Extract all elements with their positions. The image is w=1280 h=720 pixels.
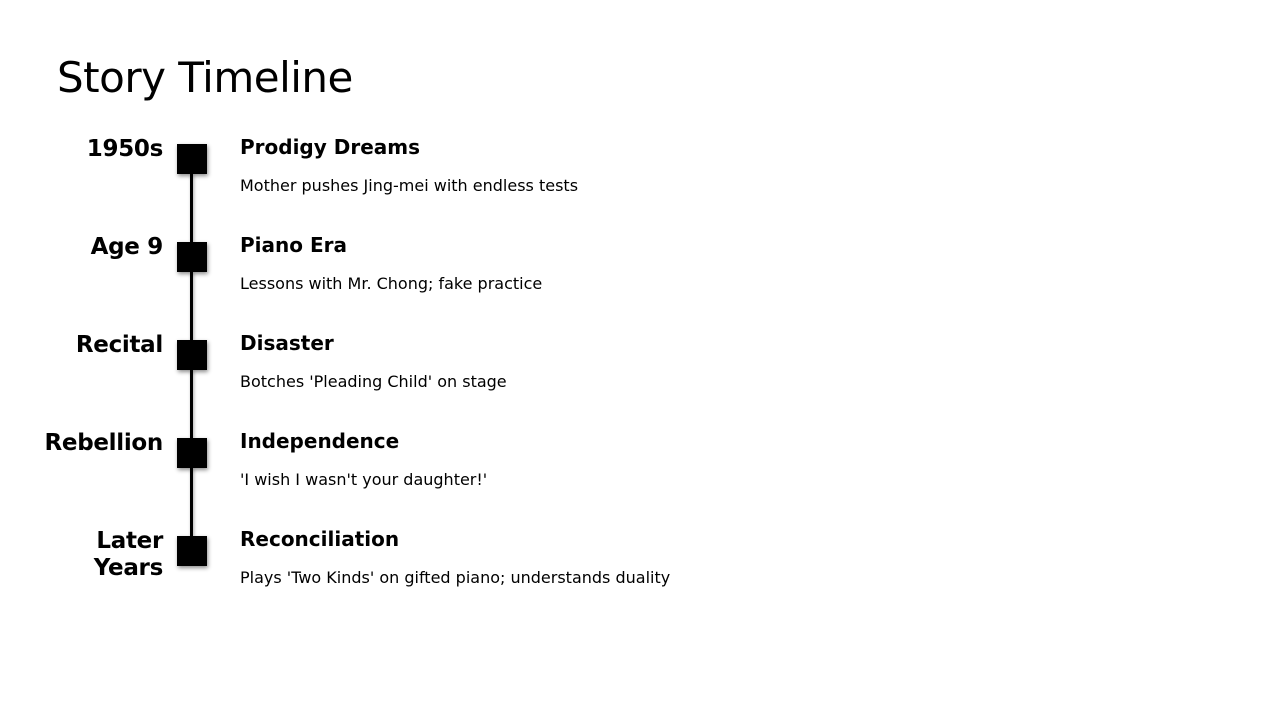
timeline-connector — [190, 468, 193, 536]
event-title: Disaster — [240, 331, 334, 355]
timeline-period: Rebellion — [44, 430, 163, 456]
timeline-period: 1950s — [86, 136, 163, 162]
timeline-marker — [177, 144, 207, 174]
event-title: Independence — [240, 429, 400, 453]
timeline-connector — [190, 174, 193, 242]
timeline-connector — [190, 370, 193, 438]
timeline-period: Later Years — [93, 528, 163, 581]
timeline-period: Recital — [75, 332, 163, 358]
event-description: Botches 'Pleading Child' on stage — [240, 372, 507, 391]
event-title: Piano Era — [240, 233, 347, 257]
timeline-marker — [177, 438, 207, 468]
timeline-marker — [177, 536, 207, 566]
event-description: Mother pushes Jing-mei with endless tests — [240, 176, 579, 195]
timeline-marker — [177, 242, 207, 272]
event-description: 'I wish I wasn't your daughter!' — [240, 470, 488, 489]
timeline-connector — [190, 272, 193, 340]
event-description: Plays 'Two Kinds' on gifted piano; understands duality — [240, 568, 671, 587]
timeline-marker — [177, 340, 207, 370]
event-title: Prodigy Dreams — [240, 135, 421, 159]
event-description: Lessons with Mr. Chong; fake practice — [240, 274, 543, 293]
page-title: Story Timeline — [57, 53, 353, 102]
event-title: Reconciliation — [240, 527, 400, 551]
timeline-period: Age 9 — [90, 234, 163, 260]
